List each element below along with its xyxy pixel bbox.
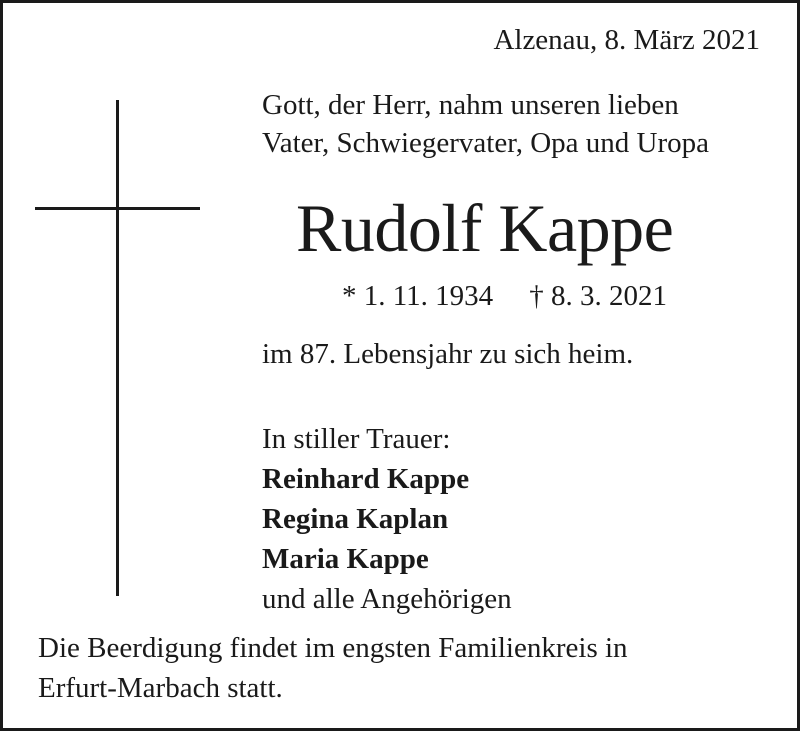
life-dates [342,280,667,313]
intro-line: Vater, Schwiegervater, Opa und Uropa [262,127,710,159]
birth-date: * 1. 11. 1934 [342,280,494,312]
mourner-name: Maria Kappe [262,543,429,575]
cross-vertical-bar [116,100,119,596]
funeral-line: Erfurt-Marbach statt. [38,672,283,704]
mourners-block [262,419,512,619]
funeral-notice [38,628,628,708]
mourner-name: Reinhard Kappe [262,463,470,495]
intro-line: Gott, der Herr, nahm unseren lieben [262,89,679,121]
intro-text [262,86,709,162]
mourning-label: In stiller Trauer: [262,423,451,455]
place-date: Alzenau, 8. März 2021 [493,24,760,56]
age-phrase: im 87. Lebensjahr zu sich heim. [262,338,634,370]
relatives-line: und alle Angehörigen [262,583,512,615]
funeral-line: Die Beerdigung findet im engsten Familienkreis in [38,632,628,664]
mourner-name: Regina Kaplan [262,503,449,535]
death-date: † 8. 3. 2021 [529,280,667,312]
deceased-name: Rudolf Kappe [296,190,674,266]
cross-horizontal-bar [35,207,200,210]
